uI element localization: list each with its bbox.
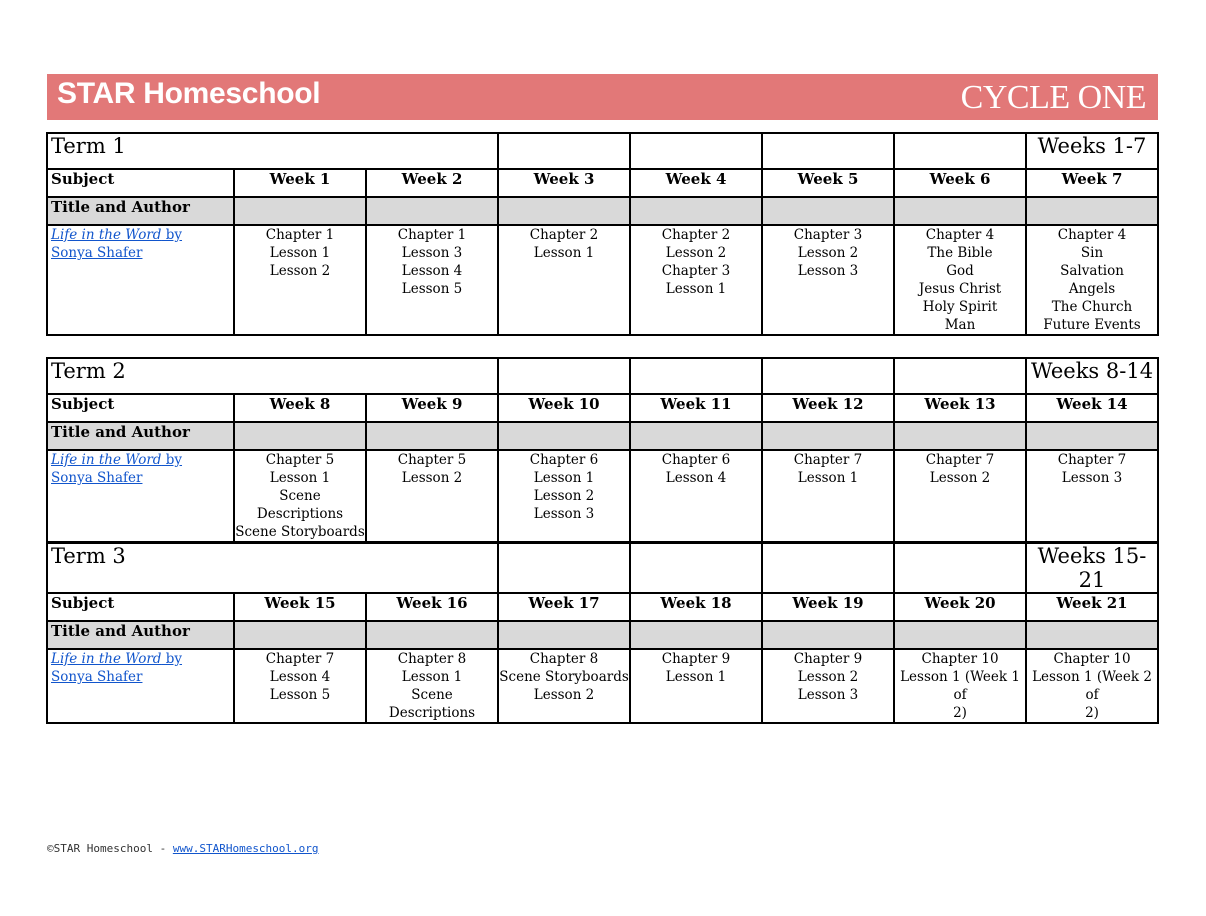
week-header: Week 12 [762, 394, 894, 422]
blank-cell [894, 358, 1026, 394]
footer-copyright: ©STAR Homeschool - [47, 842, 173, 855]
lesson-line: 2) [1085, 705, 1099, 721]
lesson-line: Scene Descriptions [388, 687, 476, 721]
subject-header: Subject [47, 394, 234, 422]
lesson-line: Lesson 5 [401, 281, 463, 297]
lesson-cell [366, 225, 498, 335]
blank-cell [630, 133, 762, 169]
title-cell [234, 621, 366, 649]
footer-link[interactable]: www.STARHomeschool.org [172, 842, 319, 855]
title-cell [630, 422, 762, 450]
lesson-line: Lesson 1 [269, 245, 331, 261]
lesson-cell [498, 649, 630, 723]
lesson-line: Scene Descriptions [256, 488, 344, 522]
title-cell [894, 621, 1026, 649]
title-cell [762, 197, 894, 225]
lesson-line: Lesson 1 [665, 281, 727, 297]
lesson-line: Lesson 2 [929, 470, 991, 486]
book-link[interactable] [47, 225, 234, 335]
lesson-line: Jesus Christ [918, 281, 1002, 297]
week-header: Week 7 [1026, 169, 1158, 197]
title-cell [630, 197, 762, 225]
week-header: Week 8 [234, 394, 366, 422]
lesson-line: Chapter 8 [397, 651, 467, 667]
title-cell [762, 621, 894, 649]
lesson-line: Chapter 1 [265, 227, 335, 243]
title-author-label: Title and Author [47, 422, 234, 450]
title-cell [366, 422, 498, 450]
lesson-line: Lesson 3 [1061, 470, 1123, 486]
lesson-line: Chapter 10 [1053, 651, 1131, 667]
week-header: Week 3 [498, 169, 630, 197]
book-title[interactable]: Life in the Word [51, 452, 162, 468]
week-header: Week 4 [630, 169, 762, 197]
lesson-line: Chapter 8 [529, 651, 599, 667]
book-author[interactable]: by Sonya Shafer [51, 651, 183, 685]
lesson-cell [762, 649, 894, 723]
lesson-line: Lesson 4 [665, 470, 727, 486]
lesson-line: Chapter 2 [661, 227, 731, 243]
title-cell [234, 197, 366, 225]
lesson-line: Lesson 1 [797, 470, 859, 486]
week-header: Week 5 [762, 169, 894, 197]
term-name: Term 2 [47, 358, 498, 394]
lesson-cell [630, 450, 762, 542]
lesson-line: Lesson 1 [533, 470, 595, 486]
lesson-cell [894, 450, 1026, 542]
lesson-line: Chapter 7 [793, 452, 863, 468]
term-table [46, 132, 1159, 336]
week-header: Week 11 [630, 394, 762, 422]
lesson-line: Chapter 5 [265, 452, 335, 468]
lesson-line: Chapter 7 [925, 452, 995, 468]
lesson-line: Chapter 3 [661, 263, 731, 279]
lesson-line: Scene Storyboards [499, 669, 629, 685]
week-header: Week 14 [1026, 394, 1158, 422]
lesson-line: Chapter 7 [265, 651, 335, 667]
weeks-range: Weeks 8-14 [1026, 358, 1158, 394]
lesson-line: Lesson 2 [533, 687, 595, 703]
lesson-line: Chapter 3 [793, 227, 863, 243]
week-header: Week 10 [498, 394, 630, 422]
lesson-line: Man [944, 317, 976, 333]
cycle-title: CYCLE ONE [960, 79, 1146, 116]
lesson-line: Lesson 3 [797, 263, 859, 279]
blank-cell [498, 358, 630, 394]
blank-cell [630, 543, 762, 593]
title-cell [630, 621, 762, 649]
lesson-line: Chapter 6 [661, 452, 731, 468]
lesson-line: Chapter 2 [529, 227, 599, 243]
weeks-range: Weeks 15-21 [1026, 543, 1158, 593]
lesson-line: Lesson 2 [269, 263, 331, 279]
lesson-line: Lesson 1 (Week 2 of [1032, 669, 1152, 703]
title-author-label: Title and Author [47, 197, 234, 225]
lesson-line: The Church [1051, 299, 1133, 315]
lesson-line: Chapter 4 [925, 227, 995, 243]
weeks-range: Weeks 1-7 [1026, 133, 1158, 169]
lesson-line: Chapter 5 [397, 452, 467, 468]
lesson-cell [894, 649, 1026, 723]
lesson-line: Chapter 7 [1057, 452, 1127, 468]
lesson-cell [498, 450, 630, 542]
lesson-line: Lesson 4 [401, 263, 463, 279]
lesson-line: Chapter 9 [661, 651, 731, 667]
book-author[interactable]: by Sonya Shafer [51, 227, 183, 261]
lesson-cell [1026, 649, 1158, 723]
blank-cell [762, 133, 894, 169]
subject-header: Subject [47, 593, 234, 621]
blank-cell [630, 358, 762, 394]
book-title[interactable]: Life in the Word [51, 227, 162, 243]
lesson-cell [234, 225, 366, 335]
title-author-label: Title and Author [47, 621, 234, 649]
blank-cell [762, 358, 894, 394]
lesson-line: Lesson 1 [401, 669, 463, 685]
title-cell [1026, 197, 1158, 225]
blank-cell [894, 543, 1026, 593]
lesson-cell [366, 450, 498, 542]
header-banner [47, 74, 1158, 120]
lesson-line: Chapter 9 [793, 651, 863, 667]
lesson-cell [234, 450, 366, 542]
lesson-line: Lesson 4 [269, 669, 331, 685]
week-header: Week 1 [234, 169, 366, 197]
lesson-cell [630, 225, 762, 335]
subject-header: Subject [47, 169, 234, 197]
week-header: Week 6 [894, 169, 1026, 197]
blank-cell [762, 543, 894, 593]
lesson-line: Sin [1080, 245, 1104, 261]
lesson-line: 2) [953, 705, 967, 721]
lesson-line: Lesson 3 [401, 245, 463, 261]
lesson-line: Lesson 2 [401, 470, 463, 486]
lesson-line: The Bible [927, 245, 993, 261]
title-cell [498, 621, 630, 649]
lesson-line: Lesson 2 [797, 245, 859, 261]
lesson-cell [498, 225, 630, 335]
book-link[interactable] [47, 649, 234, 723]
lesson-line: Chapter 1 [397, 227, 467, 243]
lesson-line: Salvation [1060, 263, 1124, 279]
lesson-line: Holy Spirit [922, 299, 998, 315]
lesson-line: Lesson 2 [797, 669, 859, 685]
title-cell [894, 197, 1026, 225]
lesson-line: Lesson 3 [533, 506, 595, 522]
lesson-line: Lesson 1 [665, 669, 727, 685]
lesson-cell [234, 649, 366, 723]
week-header: Week 13 [894, 394, 1026, 422]
lesson-cell [1026, 450, 1158, 542]
week-header: Week 15 [234, 593, 366, 621]
lesson-cell [630, 649, 762, 723]
footer [47, 842, 319, 855]
blank-cell [498, 133, 630, 169]
title-cell [366, 621, 498, 649]
lesson-line: Chapter 6 [529, 452, 599, 468]
lesson-cell [1026, 225, 1158, 335]
week-header: Week 2 [366, 169, 498, 197]
title-cell [894, 422, 1026, 450]
term-name: Term 1 [47, 133, 498, 169]
term-name: Term 3 [47, 543, 498, 593]
lesson-cell [762, 225, 894, 335]
lesson-line: Lesson 2 [533, 488, 595, 504]
lesson-line: Lesson 1 [269, 470, 331, 486]
lesson-line: Chapter 10 [921, 651, 999, 667]
blank-cell [498, 543, 630, 593]
lesson-line: Lesson 1 (Week 1 of [900, 669, 1020, 703]
week-header: Week 20 [894, 593, 1026, 621]
title-cell [1026, 422, 1158, 450]
lesson-line: Chapter 4 [1057, 227, 1127, 243]
brand-title: STAR Homeschool [57, 77, 321, 110]
week-header: Week 9 [366, 394, 498, 422]
book-author[interactable]: by Sonya Shafer [51, 452, 183, 486]
week-header: Week 21 [1026, 593, 1158, 621]
title-cell [234, 422, 366, 450]
lesson-line: God [946, 263, 974, 279]
title-cell [498, 197, 630, 225]
title-cell [366, 197, 498, 225]
book-link[interactable] [47, 450, 234, 542]
lesson-line: Future Events [1043, 317, 1141, 333]
lesson-line: Scene Storyboards [235, 524, 365, 540]
blank-cell [894, 133, 1026, 169]
lesson-cell [894, 225, 1026, 335]
title-cell [498, 422, 630, 450]
lesson-cell [762, 450, 894, 542]
week-header: Week 19 [762, 593, 894, 621]
lesson-line: Lesson 5 [269, 687, 331, 703]
title-cell [1026, 621, 1158, 649]
week-header: Week 16 [366, 593, 498, 621]
lesson-line: Angels [1068, 281, 1116, 297]
book-title[interactable]: Life in the Word [51, 651, 162, 667]
title-cell [762, 422, 894, 450]
term-table [46, 357, 1159, 543]
term-table [46, 542, 1159, 724]
lesson-line: Lesson 3 [797, 687, 859, 703]
lesson-line: Lesson 1 [533, 245, 595, 261]
lesson-line: Lesson 2 [665, 245, 727, 261]
week-header: Week 18 [630, 593, 762, 621]
lesson-cell [366, 649, 498, 723]
week-header: Week 17 [498, 593, 630, 621]
